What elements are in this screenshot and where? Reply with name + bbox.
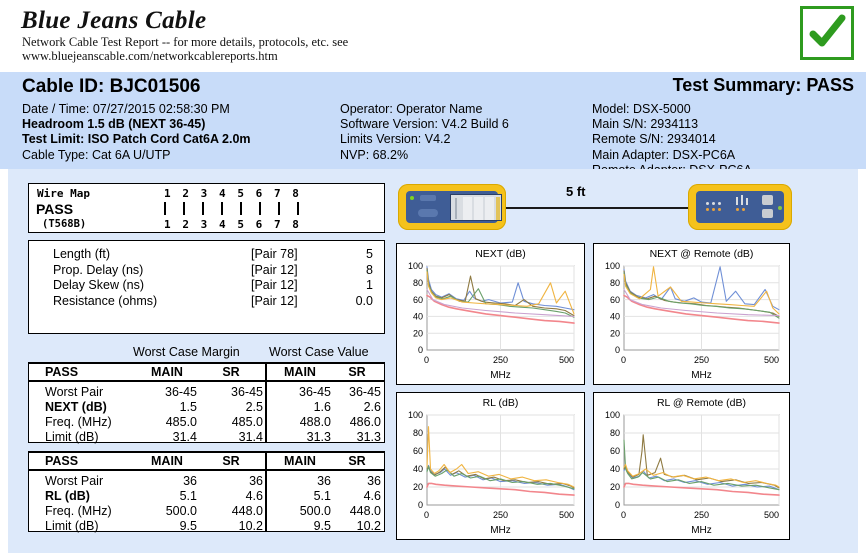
tagline-line2: www.bluejeanscable.com/networkcablereports.htm <box>22 49 278 63</box>
wire-map-connection-4 <box>221 202 223 215</box>
result-sr-margin: 2.5 <box>245 400 263 414</box>
result-main-value: 31.3 <box>306 430 331 444</box>
next-col-sr-value: SR <box>348 365 366 379</box>
wire-map-connection-2 <box>183 202 185 215</box>
result-main-margin: 5.1 <box>179 489 197 503</box>
next-col-main-value: MAIN <box>284 365 316 379</box>
rl-col-sr-margin: SR <box>222 454 240 468</box>
wire-map-pin-bottom-7: 7 <box>273 218 281 231</box>
wire-map-pin-bottom-2: 2 <box>182 218 189 231</box>
remote-tester-body <box>696 191 784 223</box>
measurement-row <box>29 247 386 262</box>
main-adapter: Main Adapter: DSX-PC6A <box>592 147 736 162</box>
rl-row <box>29 474 384 489</box>
masthead <box>0 0 866 72</box>
y-tick-label: 80 <box>412 428 423 439</box>
measurement-pair: [Pair 12] <box>251 293 298 308</box>
nvp: NVP: 68.2% <box>340 147 409 162</box>
date-time: Date / Time: 07/27/2015 02:58:30 PM <box>22 102 230 116</box>
measurement-label: Delay Skew (ns) <box>53 278 144 292</box>
result-main-value: 36-45 <box>299 385 331 399</box>
wire-map-pin-top-8: 8 <box>292 187 299 200</box>
result-sr-value: 2.6 <box>363 400 381 414</box>
main-tester-body <box>406 191 498 223</box>
rl-status: PASS <box>45 454 79 468</box>
headroom: Headroom 1.5 dB (NEXT 36-45) <box>22 117 206 132</box>
result-sr-margin: 448.0 <box>231 504 263 518</box>
summary-column-left <box>22 102 251 163</box>
rl-results-table <box>28 451 385 532</box>
x-tick-label: 500 <box>763 355 779 365</box>
result-sr-margin: 36 <box>249 474 263 488</box>
wire-map-pins-bottom <box>164 218 299 231</box>
y-tick-label: 60 <box>412 446 423 457</box>
wire-map-title: Wire Map <box>37 187 90 200</box>
y-tick-label: 40 <box>609 311 620 322</box>
wire-map-pin-bottom-8: 8 <box>292 218 299 231</box>
next-results-table <box>28 362 385 443</box>
worst-case-margin-header: Worst Case Margin <box>133 345 240 359</box>
operator: Operator: Operator Name <box>340 102 483 116</box>
measurement-label: Length (ft) <box>53 247 110 261</box>
result-label: Limit (dB) <box>45 519 99 533</box>
x-axis-label: MHz <box>691 525 712 536</box>
measurement-label: Resistance (ohms) <box>53 293 158 308</box>
worst-case-value-header: Worst Case Value <box>269 345 369 359</box>
wire-map-pin-bottom-4: 4 <box>218 218 226 231</box>
y-tick-label: 60 <box>609 446 620 457</box>
result-sr-value: 486.0 <box>349 415 381 429</box>
measurement-value: 0.0 <box>355 293 373 308</box>
pass-badge <box>800 6 854 60</box>
tester-diagram <box>396 182 796 234</box>
result-label: RL (dB) <box>45 489 90 503</box>
wire-map-connection-5 <box>240 202 242 215</box>
tagline-line1: Network Cable Test Report -- for more details, protocols, etc. see <box>22 35 349 49</box>
result-main-margin: 485.0 <box>165 415 197 429</box>
result-sr-value: 36 <box>367 474 381 488</box>
y-tick-label: 60 <box>609 294 620 305</box>
rl-col-sr-value: SR <box>348 454 366 468</box>
y-tick-label: 80 <box>609 278 620 288</box>
result-label: Limit (dB) <box>45 430 99 444</box>
measurement-value: 8 <box>366 262 373 277</box>
measurement-label: Prop. Delay (ns) <box>53 262 144 277</box>
summary-column-right <box>592 102 752 178</box>
y-tick-label: 0 <box>614 500 620 511</box>
next-col-main-margin: MAIN <box>151 365 183 379</box>
y-tick-label: 0 <box>417 345 423 356</box>
checkmark-icon <box>803 9 851 57</box>
result-sr-margin: 31.4 <box>238 430 263 444</box>
wire-map-pin-top-6: 6 <box>255 187 263 200</box>
summary-band <box>0 72 866 169</box>
next-status: PASS <box>45 365 79 379</box>
wire-map-standard: (T568B) <box>42 218 87 230</box>
wire-map-panel <box>28 183 385 233</box>
result-sr-value: 36-45 <box>349 385 381 399</box>
result-main-margin: 9.5 <box>179 519 197 533</box>
result-sr-margin: 485.0 <box>231 415 263 429</box>
result-label: Freq. (MHz) <box>45 415 112 429</box>
result-main-value: 488.0 <box>299 415 331 429</box>
result-main-value: 500.0 <box>299 504 331 518</box>
chart-title: RL (dB) <box>482 397 519 409</box>
next-row <box>29 400 384 415</box>
result-sr-margin: 10.2 <box>238 519 263 533</box>
y-tick-label: 20 <box>412 328 423 339</box>
rl-col-main-margin: MAIN <box>151 454 183 468</box>
cable-link-line <box>504 207 690 209</box>
y-tick-label: 80 <box>609 428 620 439</box>
summary-column-middle <box>340 102 509 163</box>
x-tick-label: 0 <box>424 355 430 365</box>
wire-map-pin-bottom-3: 3 <box>200 218 208 231</box>
x-axis-label: MHz <box>490 370 511 381</box>
x-tick-label: 0 <box>621 510 627 520</box>
result-main-margin: 36 <box>183 474 197 488</box>
x-tick-label: 250 <box>693 510 710 520</box>
cable-type: Cable Type: Cat 6A U/UTP <box>22 147 171 162</box>
chart-title: NEXT (dB) <box>475 248 526 260</box>
x-tick-label: 500 <box>558 510 574 520</box>
result-sr-margin: 36-45 <box>231 385 263 399</box>
wire-map-connections <box>164 201 299 215</box>
test-summary-result: Test Summary: PASS <box>672 75 854 95</box>
x-tick-label: 0 <box>424 510 430 520</box>
result-label: NEXT (dB) <box>45 400 107 414</box>
test-limit: Test Limit: ISO Patch Cord Cat6A 2.0m <box>22 132 251 147</box>
rl-header-row <box>29 454 384 471</box>
wire-map-pin-top-1: 1 <box>164 187 171 200</box>
y-tick-label: 100 <box>407 261 423 272</box>
brand-title: Blue Jeans Cable <box>21 7 207 34</box>
rl-row <box>29 504 384 519</box>
result-main-margin: 36-45 <box>165 385 197 399</box>
next-row <box>29 415 384 430</box>
wire-map-pin-top-2: 2 <box>182 187 189 200</box>
wire-map-pin-bottom-5: 5 <box>237 218 244 231</box>
measurement-value: 5 <box>366 247 373 261</box>
wire-map-pin-top-7: 7 <box>273 187 281 200</box>
wire-map-connection-8 <box>297 202 299 215</box>
y-tick-label: 40 <box>609 464 620 475</box>
main-tester-icon <box>398 184 506 230</box>
measurement-value: 1 <box>366 278 373 292</box>
chart-next-remote <box>593 243 790 385</box>
x-tick-label: 0 <box>621 355 627 365</box>
measurement-pair: [Pair 12] <box>251 278 298 292</box>
result-main-value: 9.5 <box>313 519 331 533</box>
software-version: Software Version: V4.2 Build 6 <box>340 117 509 132</box>
remote-tester-icon <box>688 184 792 230</box>
wire-map-pin-bottom-1: 1 <box>164 218 171 231</box>
wire-map-result: PASS <box>36 201 74 217</box>
main-tester-screen <box>450 194 502 221</box>
result-main-value: 36 <box>317 474 331 488</box>
x-tick-label: 250 <box>693 355 710 365</box>
wire-map-pin-top-3: 3 <box>200 187 208 200</box>
result-label: Worst Pair <box>45 385 104 399</box>
measurements-panel <box>28 240 385 334</box>
y-tick-label: 100 <box>604 261 620 272</box>
chart-title: RL @ Remote (dB) <box>656 397 747 409</box>
wire-map-connection-3 <box>202 202 204 215</box>
result-sr-margin: 4.6 <box>245 489 263 503</box>
measurement-pair: [Pair 78] <box>251 247 298 261</box>
next-header-row <box>29 365 384 382</box>
next-col-sr-margin: SR <box>222 365 240 379</box>
y-tick-label: 80 <box>412 278 423 288</box>
y-tick-label: 20 <box>412 482 423 493</box>
y-tick-label: 20 <box>609 482 620 493</box>
measurement-row <box>29 294 386 309</box>
wire-map-connection-7 <box>278 202 280 215</box>
result-main-value: 1.6 <box>313 400 331 414</box>
wire-map-pin-bottom-6: 6 <box>255 218 263 231</box>
limits-version: Limits Version: V4.2 <box>340 132 451 147</box>
y-tick-label: 0 <box>614 345 620 356</box>
chart-title: NEXT @ Remote (dB) <box>649 248 754 260</box>
measurement-row <box>29 263 386 278</box>
x-tick-label: 500 <box>763 510 779 520</box>
rl-col-main-value: MAIN <box>284 454 316 468</box>
x-axis-label: MHz <box>490 525 511 536</box>
y-tick-label: 40 <box>412 464 423 475</box>
measurement-row <box>29 278 386 293</box>
y-tick-label: 60 <box>412 294 423 305</box>
cable-length-label: 5 ft <box>566 184 586 199</box>
result-main-margin: 31.4 <box>172 430 197 444</box>
wire-map-pin-top-4: 4 <box>218 187 226 200</box>
result-sr-value: 31.3 <box>356 430 381 444</box>
measurement-pair: [Pair 12] <box>251 262 298 277</box>
result-sr-value: 448.0 <box>349 504 381 518</box>
result-sr-value: 4.6 <box>363 489 381 503</box>
result-label: Worst Pair <box>45 474 104 488</box>
model: Model: DSX-5000 <box>592 102 691 116</box>
result-main-margin: 500.0 <box>165 504 197 518</box>
wire-map-connection-1 <box>164 202 166 215</box>
chart-next-main <box>396 243 585 385</box>
main-serial-number: Main S/N: 2934113 <box>592 117 699 132</box>
cable-id: Cable ID: BJC01506 <box>22 76 201 97</box>
rl-row <box>29 489 384 504</box>
rl-row <box>29 519 384 534</box>
y-tick-label: 100 <box>407 410 423 421</box>
y-tick-label: 40 <box>412 311 423 322</box>
next-row <box>29 430 384 445</box>
result-label: Freq. (MHz) <box>45 504 112 518</box>
result-sr-value: 10.2 <box>356 519 381 533</box>
x-tick-label: 250 <box>492 510 509 520</box>
y-tick-label: 20 <box>609 328 620 339</box>
result-main-margin: 1.5 <box>179 400 197 414</box>
wire-map-pins-top <box>164 187 299 200</box>
x-tick-label: 500 <box>558 355 574 365</box>
next-row <box>29 385 384 400</box>
y-tick-label: 100 <box>604 410 620 421</box>
result-main-value: 5.1 <box>313 489 331 503</box>
chart-rl-main <box>396 392 585 540</box>
remote-serial-number: Remote S/N: 2934014 <box>592 132 716 147</box>
wire-map-pin-top-5: 5 <box>237 187 244 200</box>
wire-map-connection-6 <box>259 202 261 215</box>
x-axis-label: MHz <box>691 370 712 381</box>
x-tick-label: 250 <box>492 355 509 365</box>
y-tick-label: 0 <box>417 500 423 511</box>
chart-rl-remote <box>593 392 790 540</box>
